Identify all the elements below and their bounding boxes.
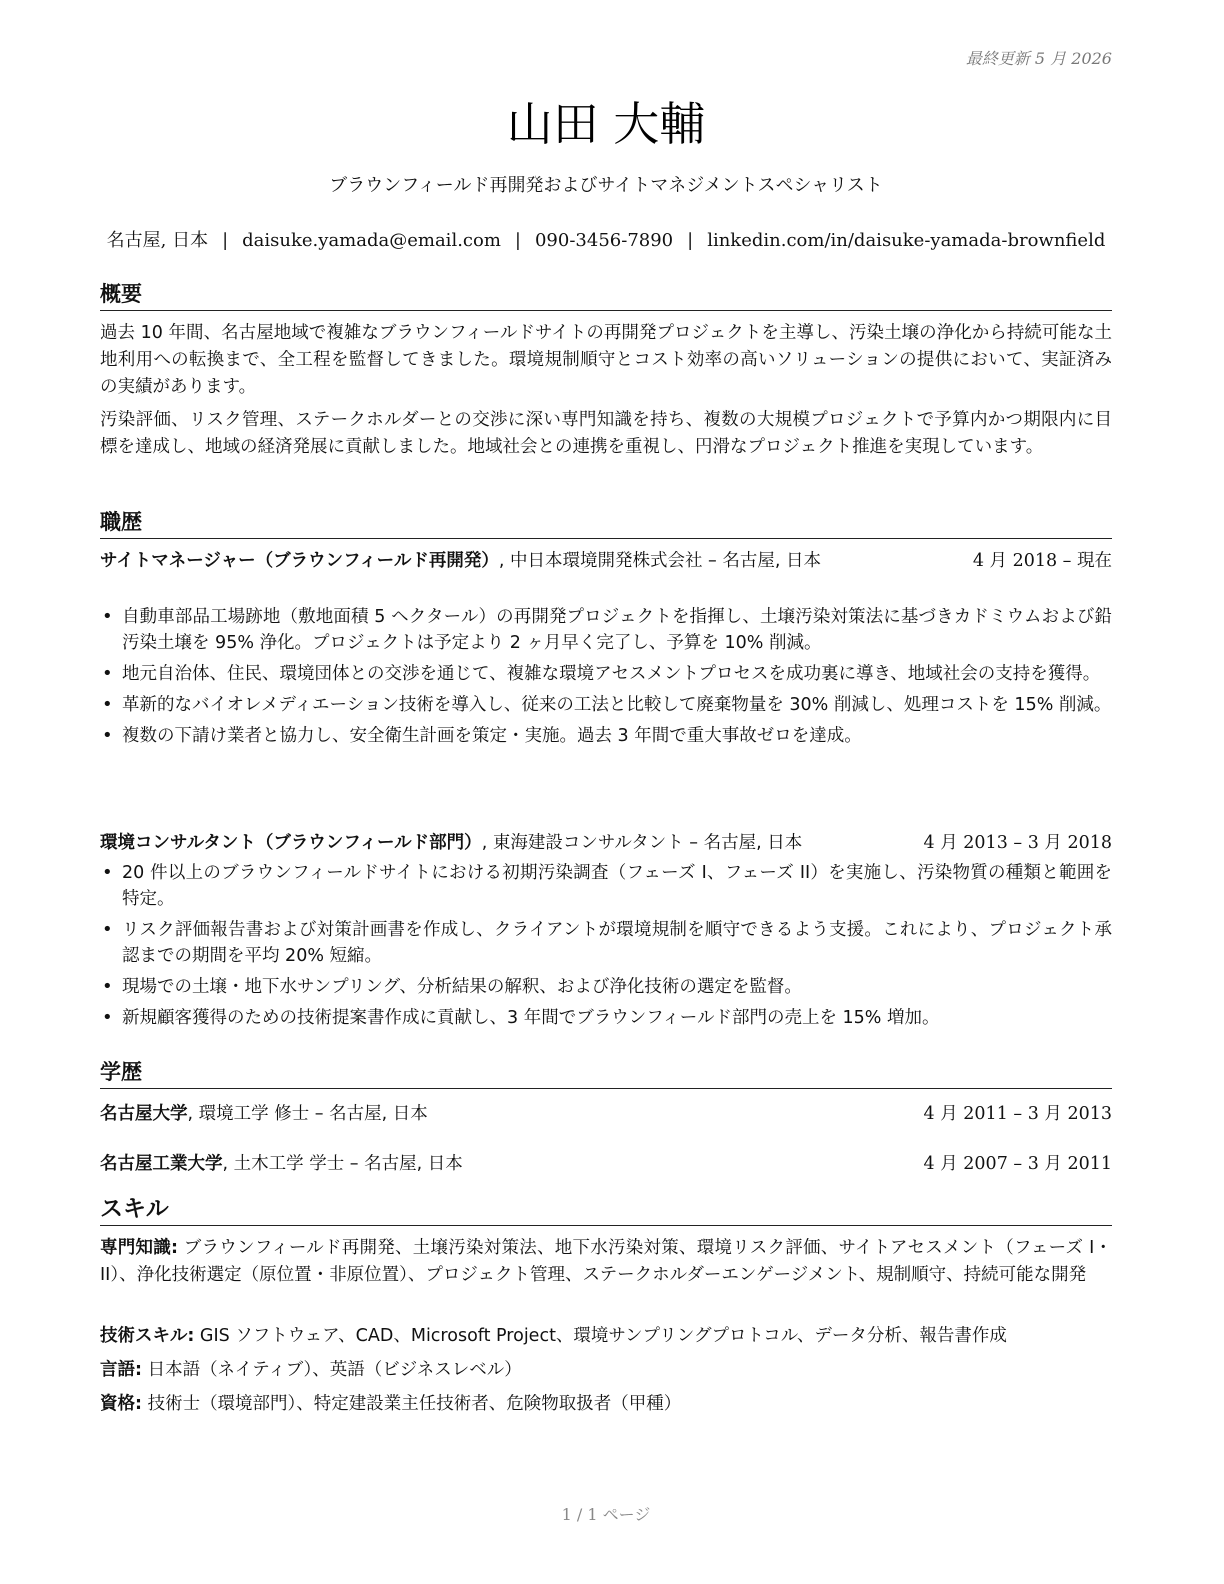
section-title-summary: 概要 <box>100 278 1112 311</box>
education-date: 4 月 2007 – 3 月 2011 <box>923 1154 1112 1174</box>
skill-value: ブラウンフィールド再開発、土壌汚染対策法、地下水汚染対策、環境リスク評価、サイトアセスメント（フェーズ I・II）、浄化技術選定（原位置・非原位置）、プロジェクト管理、ステークホルダーエンゲージメント、規制順守、持続可能な開発 <box>100 1238 1112 1285</box>
job-header <box>100 548 1112 574</box>
list-item: • 複数の下請け業者と協力し、安全衛生計画を策定・実施。過去 3 年間で重大事故ゼロを達成。 <box>100 723 1112 749</box>
education-detail: , 環境工学 修士 – 名古屋, 日本 <box>187 1104 428 1124</box>
contact-phone[interactable]: 090-3456-7890 <box>534 230 674 251</box>
list-item: • 地元自治体、住民、環境団体との交渉を通じて、複雑な環境アセスメントプロセスを成功裏に導き、地域社会の支持を獲得。 <box>100 661 1112 687</box>
skill-value: 日本語（ネイティブ）、英語（ビジネスレベル） <box>142 1360 522 1380</box>
education-date: 4 月 2011 – 3 月 2013 <box>923 1104 1112 1124</box>
job-date: 4 月 2018 – 現在 <box>972 551 1112 571</box>
skill-row <box>100 1391 1112 1418</box>
section-title-skills: スキル <box>100 1190 1112 1226</box>
skill-label: 言語: <box>100 1360 142 1380</box>
summary-paragraph: 汚染評価、リスク管理、ステークホルダーとの交渉に深い専門知識を持ち、複数の大規模プロジェクトで予算内かつ期限内に目標を達成し、地域の経済発展に貢献しました。地域社会との連携を重視し、円滑なプロジェクト推進を実現しています。 <box>100 410 1112 457</box>
list-item: • リスク評価報告書および対策計画書を作成し、クライアントが環境規制を順守できるよう支援。これにより、プロジェクト承認までの期間を平均 20% 短縮。 <box>100 917 1112 969</box>
job-title: 環境コンサルタント（ブラウンフィールド部門） <box>100 833 482 853</box>
list-item: • 現場での土壌・地下水サンプリング、分析結果の解釈、および浄化技術の選定を監督。 <box>100 974 1112 1000</box>
section-title-experience: 職歴 <box>100 506 1112 539</box>
education-school: 名古屋大学 <box>100 1104 188 1124</box>
last-updated: 最終更新 5 月 2026 <box>965 49 1112 68</box>
job-header <box>100 830 1112 856</box>
list-item: • 革新的なバイオレメディエーション技術を導入し、従来の工法と比較して廃棄物量を 30% 削減し、処理コストを 15% 削減。 <box>100 692 1112 718</box>
skill-value: GIS ソフトウェア、CAD、Microsoft Project、環境サンプリングプロトコル、データ分析、報告書作成 <box>194 1326 1007 1346</box>
contact-separator: | <box>222 230 229 251</box>
section-title-education: 学歴 <box>100 1056 1112 1089</box>
skill-row <box>100 1357 1112 1384</box>
contact-separator: | <box>514 230 521 251</box>
candidate-name: 山田 大輔 <box>506 97 706 151</box>
education-row <box>100 1150 1112 1175</box>
summary-paragraph: 過去 10 年間、名古屋地域で複雑なブラウンフィールドサイトの再開発プロジェクトを主導し、汚染土壌の浄化から持続可能な土地利用への転換まで、全工程を監督してきました。環境規制順守とコスト効率の高いソリューションの提供において、実証済みの実績があります。 <box>100 323 1112 397</box>
skill-label: 資格: <box>100 1394 142 1414</box>
skill-row <box>100 1323 1112 1350</box>
skill-row <box>100 1235 1112 1289</box>
list-item: • 20 件以上のブラウンフィールドサイトにおける初期汚染調査（フェーズ I、フェーズ II）を実施し、汚染物質の種類と範囲を特定。 <box>100 860 1112 912</box>
education-row <box>100 1100 1112 1125</box>
headline: ブラウンフィールド再開発およびサイトマネジメントスペシャリスト <box>329 175 883 196</box>
job-bullets <box>100 604 1112 754</box>
contact-linkedin[interactable]: linkedin.com/in/daisuke-yamada-brownfield <box>707 230 1106 251</box>
job-title: サイトマネージャー（ブラウンフィールド再開発） <box>100 551 499 571</box>
list-item: • 新規顧客獲得のための技術提案書作成に貢献し、3 年間でブラウンフィールド部門の売上を 15% 増加。 <box>100 1005 1112 1031</box>
page-footer: 1 / 1 ページ <box>561 1505 651 1524</box>
contact-email[interactable]: daisuke.yamada@email.com <box>242 230 501 251</box>
skill-label: 技術スキル: <box>100 1326 195 1346</box>
education-detail: , 土木工学 学士 – 名古屋, 日本 <box>222 1154 463 1174</box>
job-date: 4 月 2013 – 3 月 2018 <box>923 833 1112 853</box>
skill-value: 技術士（環境部門）、特定建設業主任技術者、危険物取扱者（甲種） <box>142 1394 682 1414</box>
skill-label: 専門知識: <box>100 1238 178 1258</box>
contact-separator: | <box>687 230 694 251</box>
job-company: , 中日本環境開発株式会社 – 名古屋, 日本 <box>498 551 821 571</box>
resume-page <box>100 0 1112 1584</box>
contact-line <box>100 226 1112 252</box>
job-bullets <box>100 860 1112 1036</box>
contact-location: 名古屋, 日本 <box>106 230 209 251</box>
list-item: • 自動車部品工場跡地（敷地面積 5 ヘクタール）の再開発プロジェクトを指揮し、土壌汚染対策法に基づきカドミウムおよび鉛汚染土壌を 95% 浄化。プロジェクトは予定より 2 ヶ月早く完了し、予算を 10% 削減。 <box>100 604 1112 656</box>
education-school: 名古屋工業大学 <box>100 1154 223 1174</box>
job-company: , 東海建設コンサルタント – 名古屋, 日本 <box>481 833 803 853</box>
